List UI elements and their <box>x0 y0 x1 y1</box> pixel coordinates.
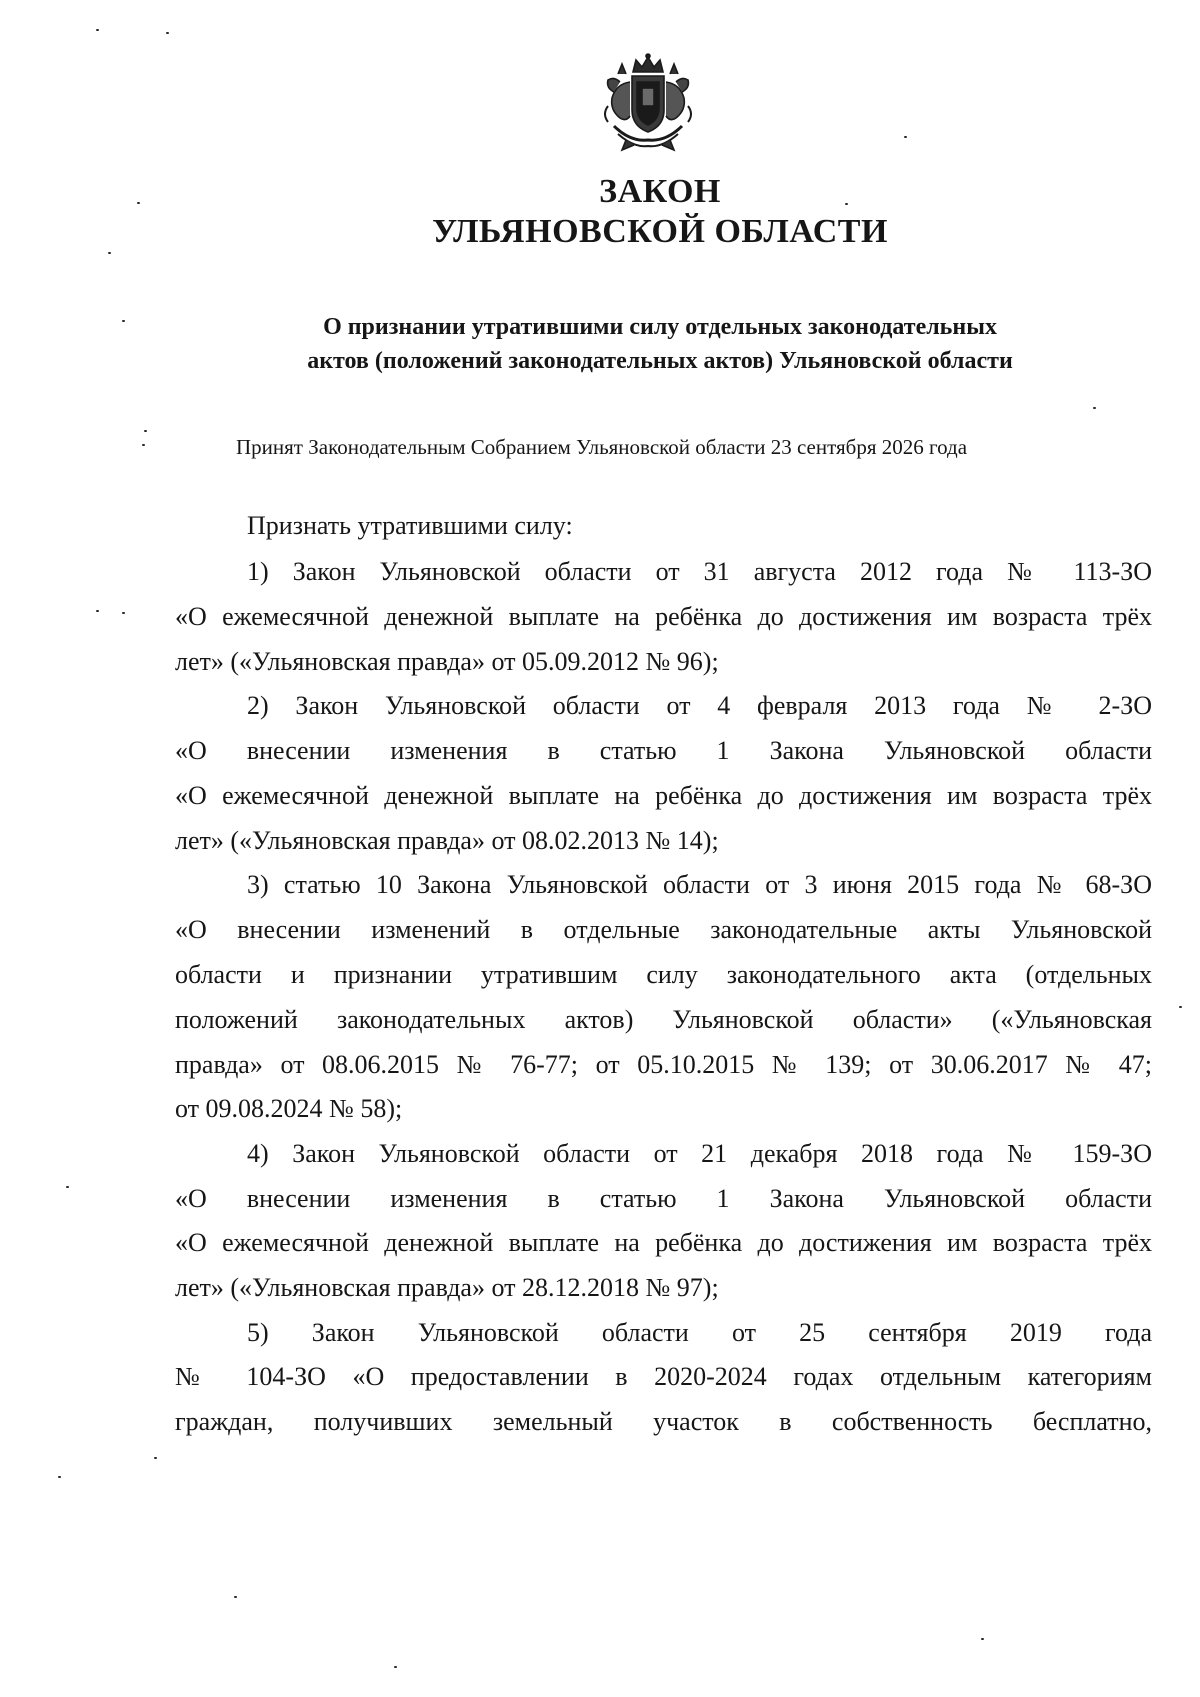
scan-speck <box>1179 1006 1182 1008</box>
scan-speck <box>58 1476 61 1478</box>
item-4-line: 4) Закон Ульяновской области от 21 декабря 2018 года № 159-ЗО <box>247 1139 1152 1168</box>
scan-speck <box>137 202 140 204</box>
scan-speck <box>1093 407 1096 409</box>
item-4-line: лет» («Ульяновская правда» от 28.12.2018 № 97); <box>175 1273 719 1302</box>
scan-speck <box>234 1596 237 1598</box>
item-2-line: лет» («Ульяновская правда» от 08.02.2013 № 14); <box>175 826 719 855</box>
scan-speck <box>904 136 907 138</box>
law-subject-line-1: О признании утратившими силу отдельных законодательных <box>323 314 997 340</box>
law-subject-line-2: актов (положений законодательных актов) Ульяновской области <box>307 348 1013 374</box>
coat-of-arms-icon <box>600 52 696 154</box>
item-4-line: «О ежемесячной денежной выплате на ребёнка до достижения им возраста трёх <box>175 1228 1152 1257</box>
item-2-line: 2) Закон Ульяновской области от 4 февраля 2013 года № 2-ЗО <box>247 691 1152 720</box>
adoption-note: Принят Законодательным Собранием Ульяновской области 23 сентября 2026 года <box>236 435 968 459</box>
item-3-line: области и признании утратившим силу законодательного акта (отдельных <box>175 960 1152 989</box>
item-2-line: «О ежемесячной денежной выплате на ребёнка до достижения им возраста трёх <box>175 781 1152 810</box>
item-1-line: «О ежемесячной денежной выплате на ребёнка до достижения им возраста трёх <box>175 602 1152 631</box>
scan-speck <box>144 430 147 432</box>
scan-speck <box>166 32 169 34</box>
item-5-line: граждан, получивших земельный участок в собственность бесплатно, <box>175 1407 1152 1436</box>
scan-speck <box>981 1638 984 1640</box>
item-5-line: 5) Закон Ульяновской области от 25 сентября 2019 года <box>247 1318 1152 1347</box>
item-1-line: лет» («Ульяновская правда» от 05.09.2012 № 96); <box>175 647 719 676</box>
item-3-line: «О внесении изменений в отдельные законодательные акты Ульяновской <box>175 915 1152 944</box>
item-3-line: от 09.08.2024 № 58); <box>175 1094 403 1123</box>
scan-speck <box>96 29 99 31</box>
scan-speck <box>142 444 145 446</box>
item-3-line: правда» от 08.06.2015 № 76-77; от 05.10.2015 № 139; от 30.06.2017 № 47; <box>175 1050 1152 1079</box>
item-1-line: 1) Закон Ульяновской области от 31 августа 2012 года № 113-ЗО <box>247 557 1152 586</box>
intro-paragraph: Признать утратившими силу: <box>247 511 573 540</box>
item-4-line: «О внесении изменения в статью 1 Закона Ульяновской области <box>175 1184 1152 1213</box>
scan-speck <box>108 252 111 254</box>
item-5-line: № 104-ЗО «О предоставлении в 2020-2024 годах отдельным категориям <box>175 1362 1152 1391</box>
item-3-line: положений законодательных актов) Ульяновской области» («Ульяновская <box>175 1005 1152 1034</box>
item-2-line: «О внесении изменения в статью 1 Закона Ульяновской области <box>175 736 1152 765</box>
scan-speck <box>122 612 125 614</box>
law-title: ЗАКОН <box>599 173 721 210</box>
scan-speck <box>154 1457 157 1459</box>
scan-speck <box>394 1666 397 1668</box>
scan-speck <box>66 1186 69 1188</box>
scan-speck <box>122 320 125 322</box>
region-title: УЛЬЯНОВСКОЙ ОБЛАСТИ <box>432 213 888 250</box>
scan-speck <box>96 610 99 612</box>
item-3-line: 3) статью 10 Закона Ульяновской области от 3 июня 2015 года № 68-ЗО <box>247 870 1152 899</box>
scan-speck <box>845 203 848 205</box>
